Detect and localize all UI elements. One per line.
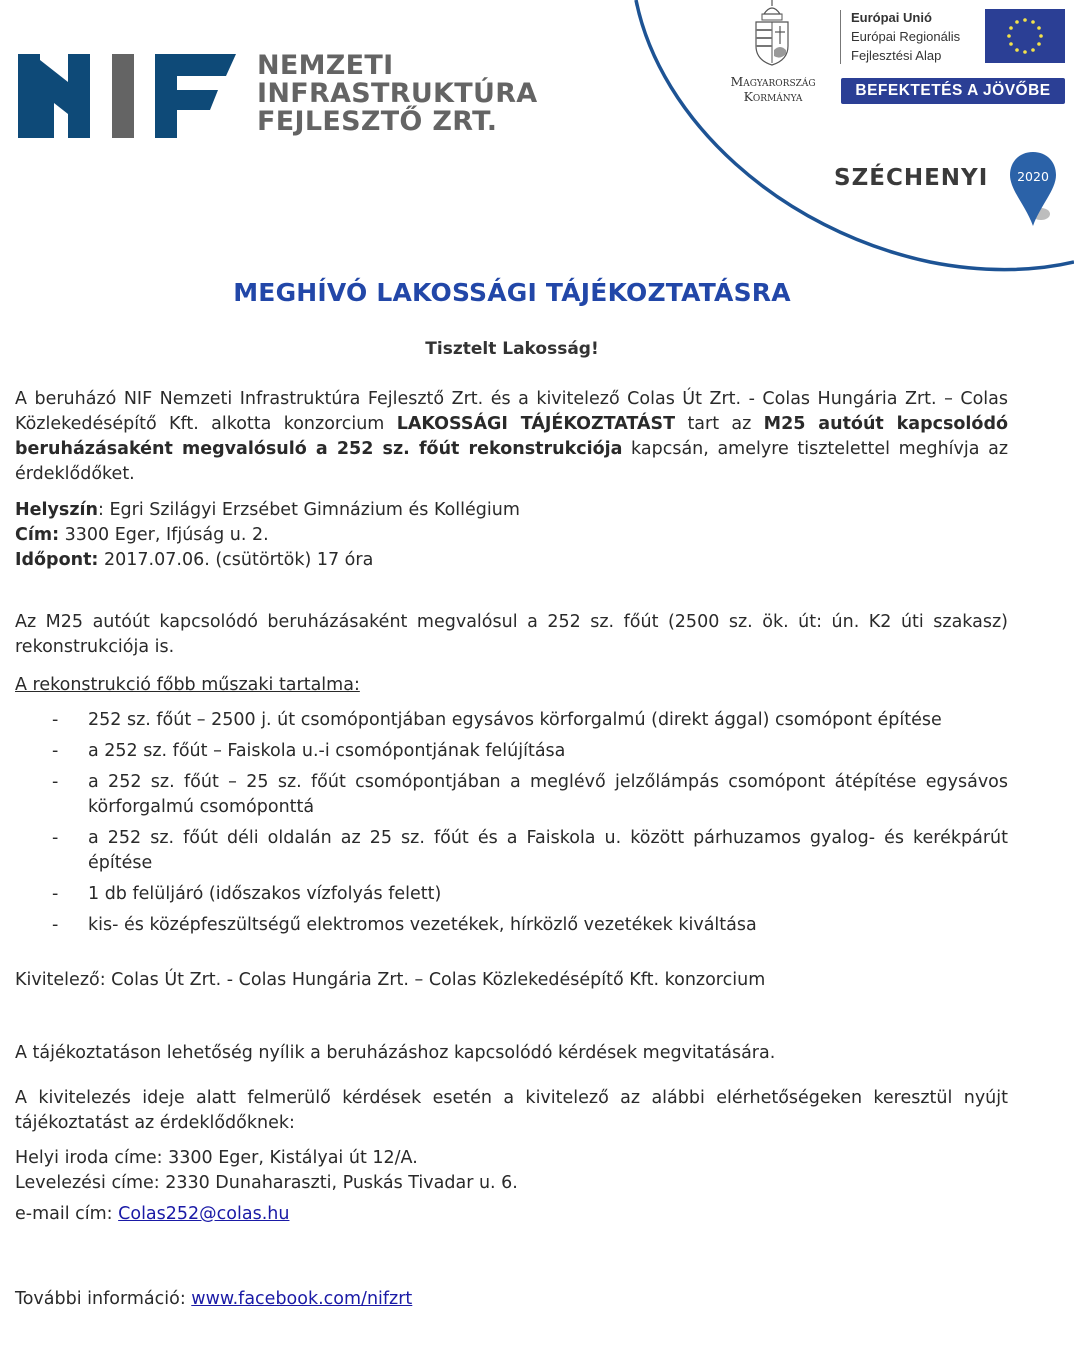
detail-label: Cím: xyxy=(15,525,60,545)
dash-bullet-icon: - xyxy=(52,828,59,848)
works-list xyxy=(15,708,1008,938)
list-item-text: kis- és középfeszültségű elektromos vezetékek, hírközlő vezetékek kiváltása xyxy=(88,915,757,935)
intro-text-3: kapcsán, amelyre tisztelettel meghívja az érdeklődőket. xyxy=(15,439,1008,484)
list-item-text: a 252 sz. főút déli oldalán az 25 sz. főút és a Faiskola u. között párhuzamos gyalog- és kerékpárút építése xyxy=(88,828,1008,873)
email-line xyxy=(15,1202,1008,1227)
facebook-link[interactable]: www.facebook.com/nifzrt xyxy=(191,1289,413,1309)
list-item xyxy=(15,882,1008,907)
eu-fund-label xyxy=(851,8,960,65)
email-link[interactable]: Colas252@colas.hu xyxy=(118,1204,290,1224)
government-line-1: Magyarország xyxy=(730,74,816,89)
contact-intro: A kivitelezés ideje alatt felmerülő kérdések esetén a kivitelező az alábbi elérhetőségeken keresztül nyújt tájékoztatást az érdeklődőknek: xyxy=(15,1088,1008,1133)
contractor-line: Kivitelező: Colas Út Zrt. - Colas Hungária Zrt. – Colas Közlekedésépítő Kft. konzorcium xyxy=(15,970,766,990)
eu-line-3: Fejlesztési Alap xyxy=(851,48,942,63)
detail-label: Helyszín xyxy=(15,500,98,520)
detail-time xyxy=(15,548,1008,573)
discussion-paragraph: A tájékoztatáson lehetőség nyílik a beruházáshoz kapcsolódó kérdések megvitatására. xyxy=(15,1043,776,1063)
detail-address xyxy=(15,523,1008,548)
list-item xyxy=(15,739,1008,764)
event-details xyxy=(15,498,1008,573)
office-address: Helyi iroda címe: 3300 Eger, Kistályai út 12/A. xyxy=(15,1148,418,1168)
letterhead xyxy=(0,0,1074,280)
eu-flag-icon xyxy=(985,9,1065,63)
eu-line-1: Európai Unió xyxy=(851,10,932,25)
mailing-address: Levelezési címe: 2330 Dunaharaszti, Puskás Tivadar u. 6. xyxy=(15,1173,518,1193)
list-item-text: a 252 sz. főút – Faiskola u.-i csomópontjának felújítása xyxy=(88,741,566,761)
government-line-2: Kormánya xyxy=(743,89,803,104)
email-label: e-mail cím: xyxy=(15,1204,119,1224)
detail-value: Egri Szilágyi Erzsébet Gimnázium és Kollégium xyxy=(109,500,520,520)
eu-line-2: Európai Regionális xyxy=(851,29,961,44)
intro-text-1: A beruházó NIF Nemzeti Infrastruktúra Fejlesztő Zrt. és a kivitelező Colas Út Zrt. - Colas Hungária Zrt. – Colas Közlekedésépítő Kft. alkotta konzorcium xyxy=(15,389,1008,434)
nif-line-1: NEMZETI xyxy=(257,50,394,81)
dash-bullet-icon: - xyxy=(52,741,59,761)
intro-text-2: tart az xyxy=(675,414,764,434)
works-heading: A rekonstrukció főbb műszaki tartalma: xyxy=(15,675,360,695)
szechenyi-pin-icon xyxy=(1008,150,1058,230)
detail-sep: : xyxy=(97,500,110,520)
greeting: Tisztelt Lakosság! xyxy=(425,339,599,359)
page-title: MEGHÍVÓ LAKOSSÁGI TÁJÉKOZTATÁSRA xyxy=(233,278,791,307)
intro-paragraph xyxy=(15,387,1008,487)
detail-value: 2017.07.06. (csütörtök) 17 óra xyxy=(104,550,374,570)
nif-wordmark xyxy=(257,52,538,136)
intro-bold-2: M25 autóút kapcsolódó beruházásaként megvalósuló a 252 sz. főút rekonstrukciója xyxy=(15,414,1009,459)
more-info-label: További információ: xyxy=(15,1289,192,1309)
dash-bullet-icon: - xyxy=(52,710,59,730)
m25-paragraph: Az M25 autóút kapcsolódó beruházásaként megvalósul a 252 sz. főút (2500 sz. ök. út: ún. K2 úti szakasz) rekonstrukciója is. xyxy=(15,612,1008,657)
list-item xyxy=(15,826,1008,876)
dash-bullet-icon: - xyxy=(52,915,59,935)
szechenyi-year: 2020 xyxy=(1017,169,1049,184)
intro-bold-1: LAKOSSÁGI TÁJÉKOZTATÁST xyxy=(396,414,676,434)
list-item-text: 252 sz. főút – 2500 j. út csomópontjában egysávos körforgalmú (direkt ággal) csomópont építése xyxy=(88,710,942,730)
document-body xyxy=(15,387,1008,1312)
list-item-text: 1 db felüljáró (időszakos vízfolyás felett) xyxy=(88,884,442,904)
nif-line-2: INFRASTRUKTÚRA xyxy=(257,78,538,109)
detail-value: 3300 Eger, Ifjúság u. 2. xyxy=(64,525,269,545)
dash-bullet-icon: - xyxy=(52,884,59,904)
eu-divider xyxy=(840,10,841,64)
coat-of-arms-icon xyxy=(752,0,792,66)
nif-line-3: FEJLESZTŐ ZRT. xyxy=(257,106,498,137)
contact-block xyxy=(15,1146,1008,1227)
government-label xyxy=(714,74,832,104)
detail-label: Időpont: xyxy=(15,550,99,570)
list-item-text: a 252 sz. főút – 25 sz. főút csomópontjában a meglévő jelzőlámpás csomópont átépítése egysávos körforgalmú csomóponttá xyxy=(88,772,1008,817)
list-item xyxy=(15,770,1008,820)
more-info-line xyxy=(15,1287,1008,1312)
szechenyi-label: SZÉCHENYI xyxy=(834,165,989,191)
dash-bullet-icon: - xyxy=(52,772,59,792)
invest-banner: BEFEKTETÉS A JÖVŐBE xyxy=(841,78,1065,104)
list-item xyxy=(15,708,1008,733)
nif-logo-icon xyxy=(18,52,238,138)
list-item xyxy=(15,913,1008,938)
detail-location xyxy=(15,498,1008,523)
